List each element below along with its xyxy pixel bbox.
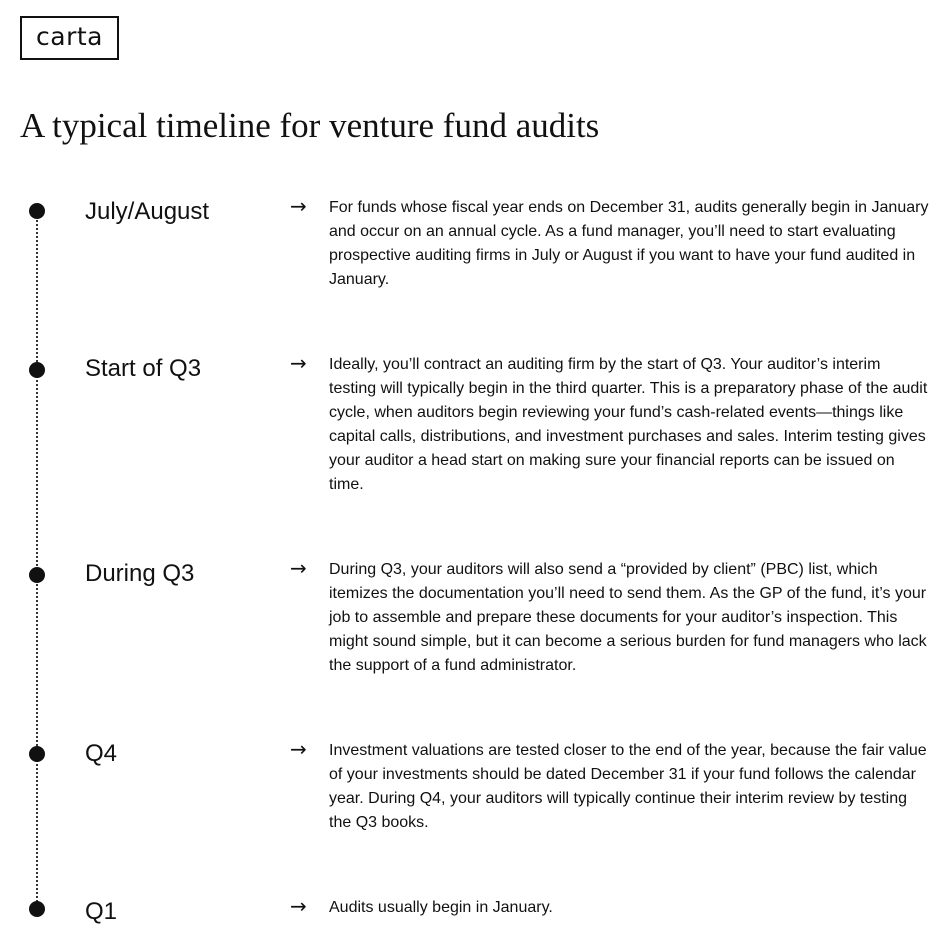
- timeline-label: Q1: [85, 898, 118, 925]
- timeline-dot-icon: [29, 901, 45, 917]
- page-title: A typical timeline for venture fund audits: [20, 106, 600, 145]
- right-arrow-icon: →: [290, 351, 307, 375]
- logo-text: carta: [36, 22, 103, 51]
- right-arrow-icon: →: [290, 737, 307, 761]
- timeline-dot-icon: [29, 362, 45, 378]
- timeline-description: Investment valuations are tested closer to the end of the year, because the fair value of your investments should be dated December 31 if your fund follows the calendar year. During Q4, your auditors will typically continue their interim review by testing the Q3 books.: [329, 742, 927, 831]
- right-arrow-icon: →: [290, 194, 307, 218]
- timeline-label: During Q3: [85, 560, 195, 587]
- right-arrow-icon: →: [290, 556, 307, 580]
- timeline-label: July/August: [85, 198, 210, 225]
- timeline-description: Audits usually begin in January.: [329, 899, 553, 916]
- timeline-label: Start of Q3: [85, 355, 202, 382]
- timeline-label: Q4: [85, 740, 118, 767]
- carta-logo[interactable]: [20, 16, 119, 60]
- timeline-description: For funds whose fiscal year ends on December 31, audits generally begin in January and occur on an annual cycle. As a fund manager, you’ll need to start evaluating prospective auditing firms in July or August if you want to have your fund audited in January.: [329, 199, 929, 288]
- timeline-description: During Q3, your auditors will also send a “provided by client” (PBC) list, which itemizes the documentation you’ll need to send them. As the GP of the fund, it’s your job to assemble and prepare these documents for your auditor’s inspection. This might sound simple, but it can become a serious burden for fund managers who lack the support of a fund administrator.: [329, 561, 927, 674]
- timeline-dot-icon: [29, 203, 45, 219]
- right-arrow-icon: →: [290, 894, 307, 918]
- timeline-dot-icon: [29, 567, 45, 583]
- timeline-dotted-line: [36, 212, 38, 910]
- timeline-dot-icon: [29, 746, 45, 762]
- timeline-description: Ideally, you’ll contract an auditing firm by the start of Q3. Your auditor’s interim testing will typically begin in the third quarter. This is a preparatory phase of the audit cycle, when auditors begin reviewing your fund’s cash-related events—things like capital calls, distributions, and investment purchases and sales. Interim testing gives your auditor a head start on making sure your financial reports can be issued on time.: [329, 356, 928, 493]
